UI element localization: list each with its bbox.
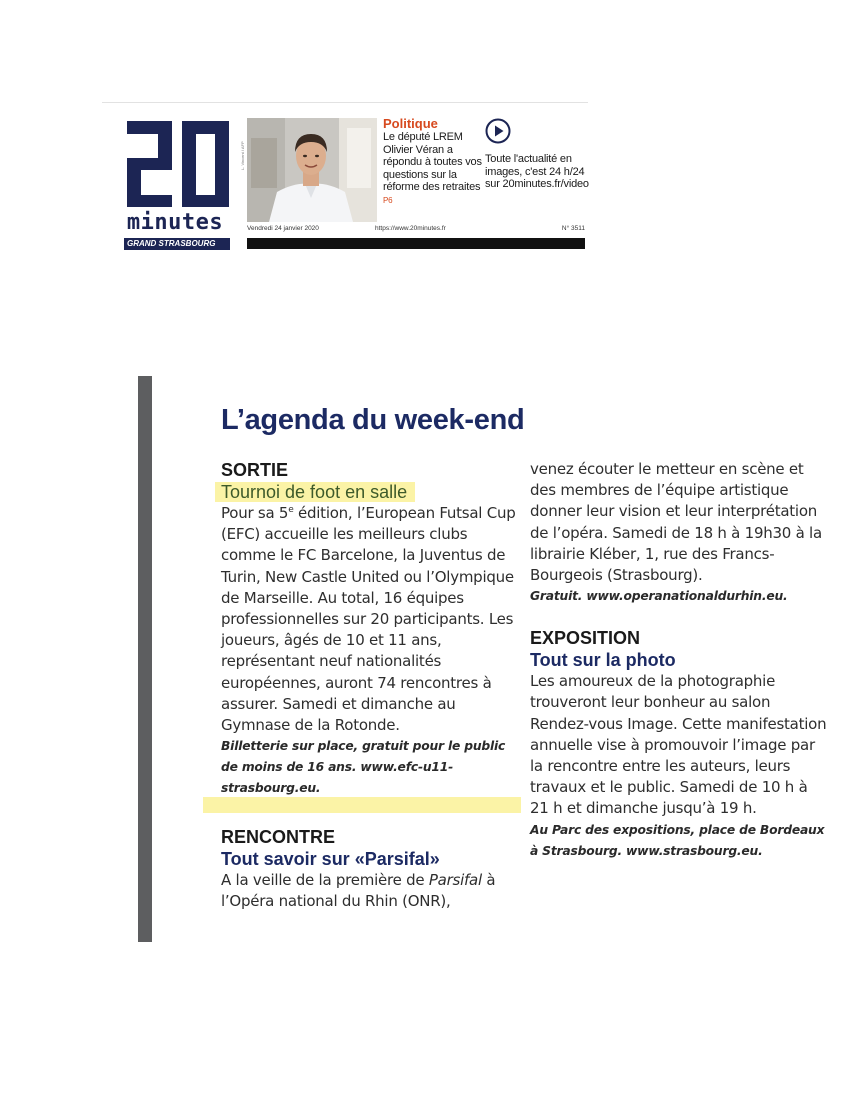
video-promo[interactable] <box>485 118 589 191</box>
rencontre-info: Gratuit. www.operanationaldurhin.eu. <box>530 589 788 604</box>
teaser-page-ref: P6 <box>383 195 393 205</box>
rencontre-title: Tout savoir sur «Parsifal» <box>221 849 440 870</box>
rencontre-body <box>221 870 521 912</box>
section-sortie: SORTIE <box>221 460 289 480</box>
logo-word: minutes <box>126 210 224 235</box>
sortie-body-rest: édition, l’European Futsal Cup (EFC) accueille les meilleurs clubs comme le FC Barcelone, la Juventus de Turin, New Castle United ou l’Olympique de Marseille. Au total, 16 équipes professionnelles sur 20 participants. Les joueurs, âgés de 10 et 11 ans, représentant neuf nationalités européennes, auront 74 rencontres à assurer. Samedi et dimanche au Gymnase de la Rotonde. <box>221 504 516 735</box>
column-left <box>221 459 521 913</box>
rencontre-body-rest: à l’Opéra national du Rhin (ONR), <box>221 871 496 911</box>
article-headline: L’agenda du week-end <box>221 404 525 436</box>
logo-digits-20 <box>124 118 232 210</box>
masthead-bottom-bar <box>247 238 585 249</box>
sortie-info: Billetterie sur place, gratuit pour le public de moins de 16 ans. www.efc-u11-strasbourg.eu. <box>221 739 506 796</box>
issue-meta <box>247 224 585 236</box>
play-circle-icon[interactable] <box>485 118 511 144</box>
column-right <box>530 459 830 862</box>
section-rencontre: RENCONTRE <box>221 827 336 848</box>
sortie-body-start: Pour sa 5 <box>221 504 289 522</box>
issue-number: N° 3511 <box>561 225 585 232</box>
politics-teaser[interactable] <box>383 116 483 207</box>
teaser-category: Politique <box>383 116 438 131</box>
video-promo-text: Toute l'actualité en images, c'est 24 h/24 sur 20minutes.fr/video <box>485 153 589 190</box>
rencontre-body-start: A la veille de la première de <box>221 871 429 890</box>
rencontre-body-continued: venez écouter le metteur en scène et des membres de l’équipe artistique donner leur vision et leur interprétation de l’opéra. Samedi de 18 h à 19h30 à la librairie Kléber, 1, rue des Francs-Bourgeois (Strasbourg). <box>530 460 822 585</box>
newspaper-logo[interactable] <box>118 116 238 250</box>
exposition-body: Les amoureux de la photographie trouveront leur bonheur au salon Rendez-vous Image. Cette manifestation annuelle vise à promouvoir l’image par la rencontre entre les auteurs, leurs travaux et le public. Samedi de 10 h à 21 h et dimanche jusqu’à 19 h. <box>530 672 827 818</box>
teaser-body: Le député LREM Olivier Véran a répondu à toutes vos questions sur la réforme des retraites <box>383 131 482 193</box>
photo-credit: L. Vincent / AFP <box>240 141 245 170</box>
site-url[interactable]: https://www.20minutes.fr <box>375 225 446 232</box>
portrait-image <box>247 118 377 222</box>
clipping-side-bar <box>138 376 152 942</box>
section-exposition: EXPOSITION <box>530 628 641 649</box>
edition-label: GRAND STRASBOURG <box>124 238 230 250</box>
sortie-title: Tournoi de foot en salle <box>215 482 415 502</box>
sortie-body-sup: e <box>288 505 294 515</box>
exposition-info: Au Parc des expositions, place de Bordeaux à Strasbourg. www.strasbourg.eu. <box>530 822 825 858</box>
issue-date: Vendredi 24 janvier 2020 <box>247 225 319 232</box>
sortie-body <box>221 503 521 736</box>
rencontre-body-italic: Parsifal <box>428 871 482 890</box>
teaser-photo[interactable] <box>247 118 377 222</box>
masthead-top-rule <box>102 102 588 103</box>
teaser-text <box>383 131 483 207</box>
exposition-title: Tout sur la photo <box>530 650 676 671</box>
